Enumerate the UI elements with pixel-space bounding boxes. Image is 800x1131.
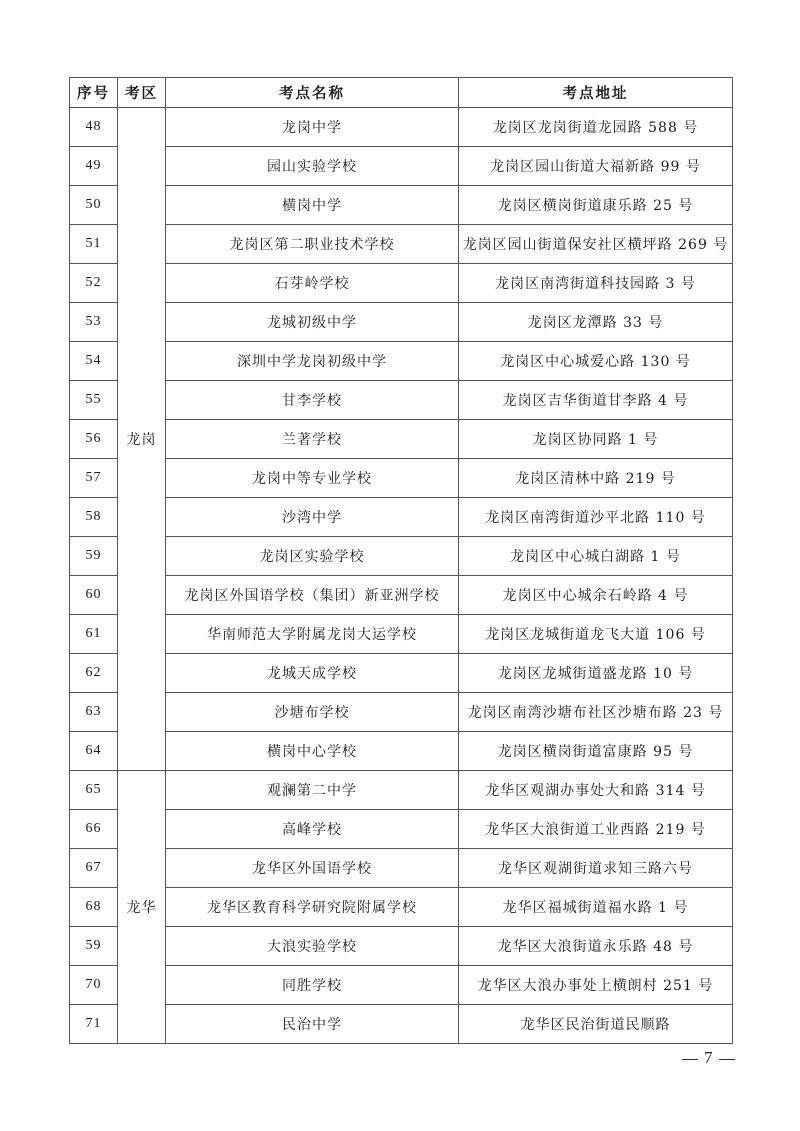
header-address: 考点地址 bbox=[459, 78, 733, 108]
page-number bbox=[676, 1048, 741, 1068]
row-number: 50 bbox=[70, 186, 118, 225]
site-name: 华南师范大学附属龙岗大运学校 bbox=[166, 615, 459, 654]
row-number: 48 bbox=[70, 108, 118, 147]
site-name: 横岗中心学校 bbox=[166, 732, 459, 771]
site-address: 龙岗区园山街道大福新路 99 号 bbox=[459, 147, 733, 186]
site-address: 龙岗区龙城街道盛龙路 10 号 bbox=[459, 654, 733, 693]
site-address: 龙华区大浪办事处上横朗村 251 号 bbox=[459, 966, 733, 1005]
table-row bbox=[70, 264, 733, 303]
site-name: 龙岗中学 bbox=[166, 108, 459, 147]
site-address: 龙岗区龙岗街道龙园路 588 号 bbox=[459, 108, 733, 147]
table-row bbox=[70, 459, 733, 498]
row-number: 51 bbox=[70, 225, 118, 264]
site-address: 龙华区观湖办事处大和路 314 号 bbox=[459, 771, 733, 810]
site-name: 龙岗区外国语学校（集团）新亚洲学校 bbox=[166, 576, 459, 615]
site-name: 龙岗区实验学校 bbox=[166, 537, 459, 576]
row-number: 71 bbox=[70, 1005, 118, 1044]
row-number: 49 bbox=[70, 147, 118, 186]
site-address: 龙岗区南湾沙塘布社区沙塘布路 23 号 bbox=[459, 693, 733, 732]
row-number: 64 bbox=[70, 732, 118, 771]
site-name: 沙湾中学 bbox=[166, 498, 459, 537]
site-name: 大浪实验学校 bbox=[166, 927, 459, 966]
site-address: 龙岗区横岗街道康乐路 25 号 bbox=[459, 186, 733, 225]
row-number: 65 bbox=[70, 771, 118, 810]
row-number: 57 bbox=[70, 459, 118, 498]
table-row bbox=[70, 342, 733, 381]
table-row bbox=[70, 108, 733, 147]
site-address: 龙岗区中心城白湖路 1 号 bbox=[459, 537, 733, 576]
table-row bbox=[70, 498, 733, 537]
table-row bbox=[70, 888, 733, 927]
header-no: 序号 bbox=[70, 78, 118, 108]
site-address: 龙华区观湖街道求知三路六号 bbox=[459, 849, 733, 888]
row-number: 58 bbox=[70, 498, 118, 537]
row-number: 61 bbox=[70, 615, 118, 654]
site-name: 石芽岭学校 bbox=[166, 264, 459, 303]
table-row bbox=[70, 615, 733, 654]
site-address: 龙岗区清林中路 219 号 bbox=[459, 459, 733, 498]
site-address: 龙岗区龙城街道龙飞大道 106 号 bbox=[459, 615, 733, 654]
row-number: 67 bbox=[70, 849, 118, 888]
table-row bbox=[70, 771, 733, 810]
site-name: 龙岗中等专业学校 bbox=[166, 459, 459, 498]
site-address: 龙华区大浪街道工业西路 219 号 bbox=[459, 810, 733, 849]
page-number-value: 7 bbox=[704, 1048, 713, 1067]
header-area: 考区 bbox=[118, 78, 166, 108]
site-name: 观澜第二中学 bbox=[166, 771, 459, 810]
site-address: 龙岗区园山街道保安社区横坪路 269 号 bbox=[459, 225, 733, 264]
row-number: 60 bbox=[70, 576, 118, 615]
site-name: 同胜学校 bbox=[166, 966, 459, 1005]
site-name: 沙塘布学校 bbox=[166, 693, 459, 732]
page-dash-right bbox=[719, 1059, 735, 1060]
exam-area-cell: 龙岗 bbox=[118, 108, 166, 771]
row-number: 62 bbox=[70, 654, 118, 693]
row-number: 59 bbox=[70, 927, 118, 966]
site-name: 龙华区教育科学研究院附属学校 bbox=[166, 888, 459, 927]
site-address: 龙华区福城街道福水路 1 号 bbox=[459, 888, 733, 927]
site-address: 龙岗区中心城余石岭路 4 号 bbox=[459, 576, 733, 615]
site-name: 龙岗区第二职业技术学校 bbox=[166, 225, 459, 264]
row-number: 63 bbox=[70, 693, 118, 732]
table-row bbox=[70, 732, 733, 771]
site-address: 龙岗区横岗街道富康路 95 号 bbox=[459, 732, 733, 771]
table-row bbox=[70, 420, 733, 459]
table-body bbox=[70, 108, 733, 1044]
site-address: 龙华区民治街道民顺路 bbox=[459, 1005, 733, 1044]
table-row bbox=[70, 576, 733, 615]
row-number: 53 bbox=[70, 303, 118, 342]
site-name: 兰著学校 bbox=[166, 420, 459, 459]
table-row bbox=[70, 810, 733, 849]
row-number: 70 bbox=[70, 966, 118, 1005]
row-number: 54 bbox=[70, 342, 118, 381]
exam-sites-table bbox=[69, 77, 733, 1044]
table-row bbox=[70, 1005, 733, 1044]
row-number: 56 bbox=[70, 420, 118, 459]
site-address: 龙岗区南湾街道沙平北路 110 号 bbox=[459, 498, 733, 537]
table-row bbox=[70, 225, 733, 264]
table-row bbox=[70, 537, 733, 576]
site-address: 龙岗区中心城爱心路 130 号 bbox=[459, 342, 733, 381]
site-name: 横岗中学 bbox=[166, 186, 459, 225]
row-number: 55 bbox=[70, 381, 118, 420]
site-name: 龙华区外国语学校 bbox=[166, 849, 459, 888]
site-address: 龙岗区南湾街道科技园路 3 号 bbox=[459, 264, 733, 303]
site-name: 民治中学 bbox=[166, 1005, 459, 1044]
row-number: 52 bbox=[70, 264, 118, 303]
site-address: 龙华区大浪街道永乐路 48 号 bbox=[459, 927, 733, 966]
header-name: 考点名称 bbox=[166, 78, 459, 108]
site-name: 龙城天成学校 bbox=[166, 654, 459, 693]
table-row bbox=[70, 849, 733, 888]
table-row bbox=[70, 966, 733, 1005]
table-row bbox=[70, 381, 733, 420]
row-number: 68 bbox=[70, 888, 118, 927]
table-row bbox=[70, 303, 733, 342]
row-number: 66 bbox=[70, 810, 118, 849]
site-address: 龙岗区龙潭路 33 号 bbox=[459, 303, 733, 342]
site-address: 龙岗区协同路 1 号 bbox=[459, 420, 733, 459]
page-dash-left bbox=[682, 1059, 698, 1060]
table-row bbox=[70, 927, 733, 966]
site-name: 园山实验学校 bbox=[166, 147, 459, 186]
site-address: 龙岗区吉华街道甘李路 4 号 bbox=[459, 381, 733, 420]
table-row bbox=[70, 186, 733, 225]
exam-area-cell: 龙华 bbox=[118, 771, 166, 1044]
site-name: 高峰学校 bbox=[166, 810, 459, 849]
table-row bbox=[70, 147, 733, 186]
table-header-row bbox=[70, 78, 733, 108]
table-row bbox=[70, 654, 733, 693]
table-row bbox=[70, 693, 733, 732]
site-name: 甘李学校 bbox=[166, 381, 459, 420]
site-name: 龙城初级中学 bbox=[166, 303, 459, 342]
site-name: 深圳中学龙岗初级中学 bbox=[166, 342, 459, 381]
row-number: 59 bbox=[70, 537, 118, 576]
